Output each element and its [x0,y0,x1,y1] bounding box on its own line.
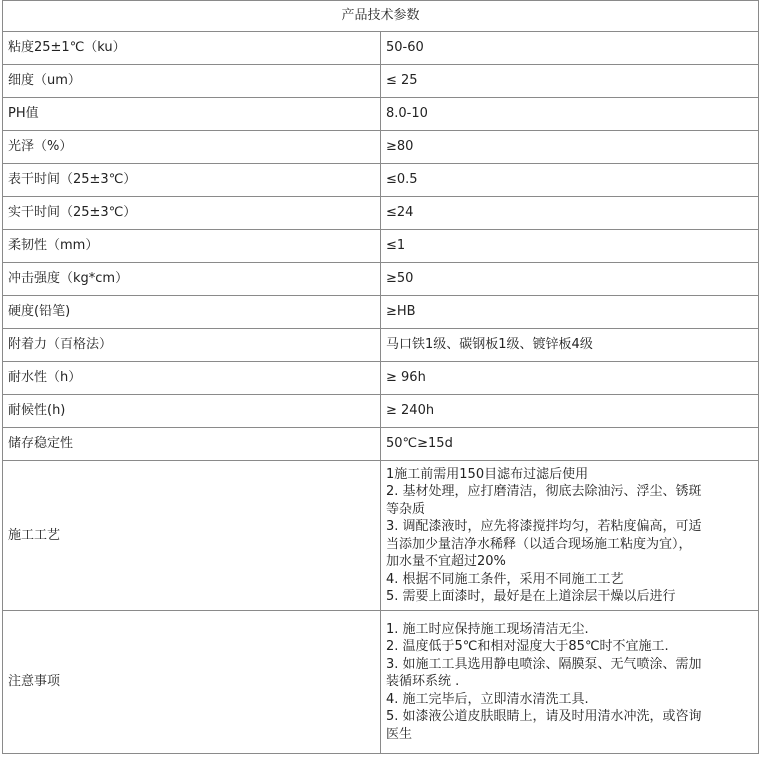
param-label: 耐候性(h) [3,395,381,428]
product-spec-table [2,0,759,754]
param-value: ≤ 25 [381,65,759,98]
param-label: 注意事项 [3,611,381,754]
table-row [3,230,759,263]
table-row [3,263,759,296]
process-step-line: 加水量不宜超过20% [386,554,506,569]
table-row-precautions [3,611,759,754]
param-label: 硬度(铅笔) [3,296,381,329]
process-step-line: 3. 调配漆液时，应先将漆搅拌均匀，若粘度偏高，可适 [386,519,702,534]
param-label: 柔韧性（mm） [3,230,381,263]
table-row-construction-process [3,461,759,611]
param-value: 50-60 [381,32,759,65]
table-title: 产品技术参数 [3,1,759,32]
param-value: ≥ 240h [381,395,759,428]
param-value: ≤1 [381,230,759,263]
table-row [3,296,759,329]
precaution-line: 5. 如漆液公道皮肤眼睛上，请及时用清水冲洗，或咨询 [386,709,702,725]
table-row [3,131,759,164]
precaution-list [381,611,759,754]
table-row [3,197,759,230]
param-value: 8.0-10 [381,98,759,131]
param-value: ≥80 [381,131,759,164]
precaution-line: 医生 [386,726,413,742]
table-row [3,428,759,461]
param-label: PH值 [3,98,381,131]
precaution-line: 装循环系统 . [386,674,460,690]
param-label: 实干时间（25±3℃） [3,197,381,230]
param-label: 附着力（百格法） [3,329,381,362]
table-row [3,164,759,197]
param-label: 细度（um） [3,65,381,98]
process-step-line: 5. 需要上面漆时，最好是在上道涂层干燥以后进行 [386,589,676,604]
param-value: ≥HB [381,296,759,329]
param-label: 储存稳定性 [3,428,381,461]
param-value: ≥ 96h [381,362,759,395]
precaution-line: 4. 施工完毕后，立即清水清洗工具. [386,691,589,707]
precaution-line: 3. 如施工工具选用静电喷涂、隔膜泵、无气喷涂、需加 [386,656,702,672]
param-label: 表干时间（25±3℃） [3,164,381,197]
param-label: 光泽（%） [3,131,381,164]
precaution-line: 2. 温度低于5℃和相对湿度大于85℃时不宜施工. [386,639,669,655]
param-value: ≥50 [381,263,759,296]
table-row [3,32,759,65]
param-label: 粘度25±1℃（ku） [3,32,381,65]
process-step-line: 等杂质 [386,501,426,517]
table-row [3,395,759,428]
process-step-line: 当添加少量洁净水稀释（以适合现场施工粘度为宜）， [386,536,692,552]
table-title-row [3,1,759,32]
process-step-line: 1施工前需用150目滤布过滤后使用 [386,466,589,482]
param-value: ≤24 [381,197,759,230]
table-row [3,362,759,395]
param-label: 冲击强度（kg*cm） [3,263,381,296]
process-step-line: 4. 根据不同施工条件，采用不同施工工艺 [386,571,624,587]
process-step-line: 2. 基材处理，应打磨清洁，彻底去除油污、浮尘、锈斑 [386,484,702,499]
param-label: 耐水性（h） [3,362,381,395]
param-value: ≤0.5 [381,164,759,197]
table-row [3,65,759,98]
param-value: 马口铁1级、碳钢板1级、镀锌板4级 [381,329,759,362]
param-value: 50℃≥15d [381,428,759,461]
table-row [3,98,759,131]
process-steps [381,461,759,611]
precaution-line: 1. 施工时应保持施工现场清洁无尘. [386,621,589,637]
table-row [3,329,759,362]
param-label: 施工工艺 [3,461,381,611]
